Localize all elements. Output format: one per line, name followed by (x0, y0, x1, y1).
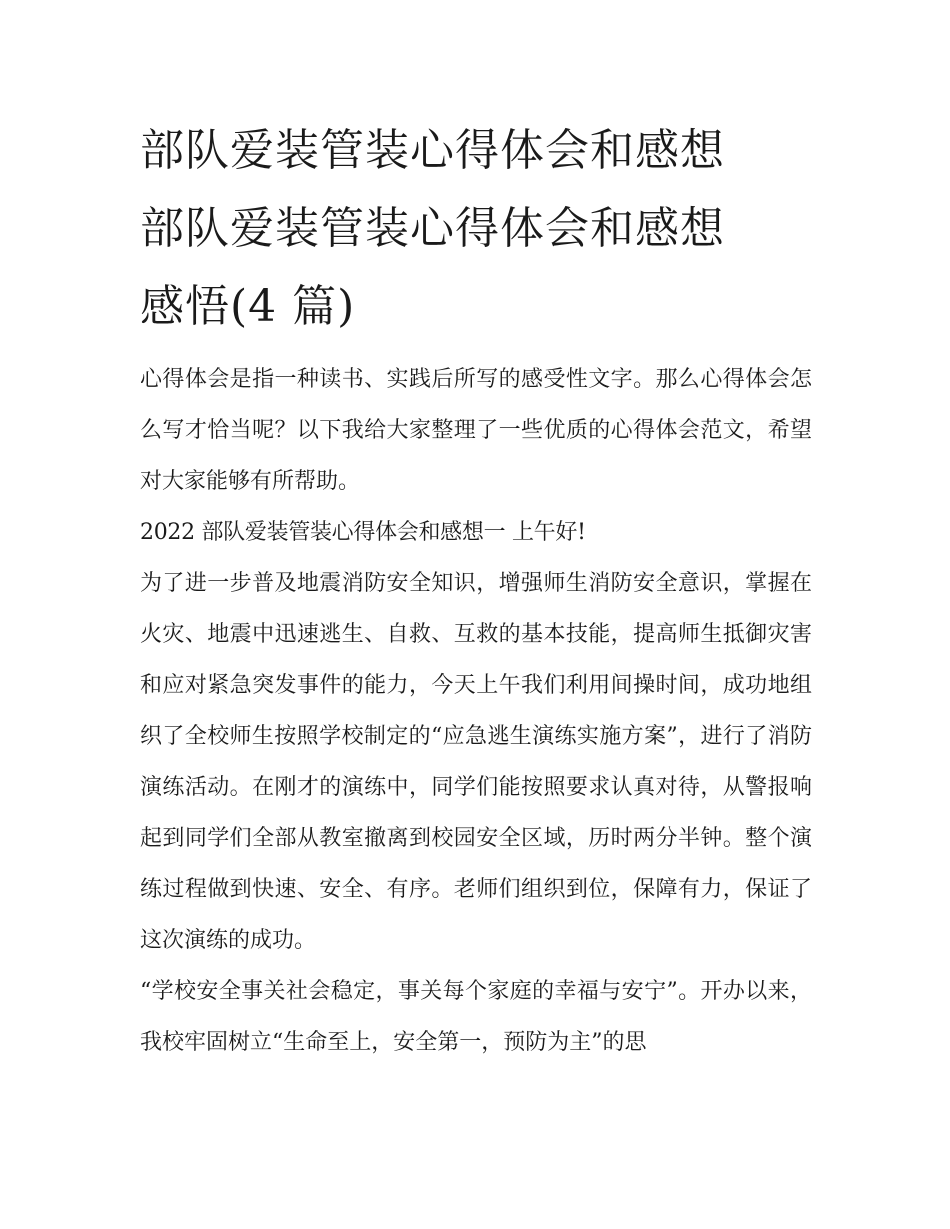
section-heading: 2022 部队爱装管装心得体会和感想一 上午好! (140, 520, 586, 545)
intro-paragraph: 心得体会是指一种读书、实践后所写的感受性文字。那么心得体会怎么写才恰当呢？以下我给大家整理了一些优质的心得体会范文，希望对大家能够有所帮助。 (140, 367, 812, 494)
document-page (140, 112, 812, 1068)
body-paragraph-1: 为了进一步普及地震消防安全知识，增强师生消防安全意识，掌握在火灾、地震中迅速逃生、自救、互救的基本技能，提高师生抵御灾害和应对紧急突发事件的能力，今天上午我们利用间操时间，成功地组织了全校师生按照学校制定的“应急逃生演练实施方案”，进行了消防演练活动。在刚才的演练中，同学们能按照要求认真对待，从警报响起到同学们全部从教室撤离到校园安全区域，历时两分半钟。整个演练过程做到快速、安全、有序。老师们组织到位，保障有力，保证了这次演练的成功。 (140, 571, 812, 953)
document-title (140, 112, 812, 346)
title-line-3: 感悟(4 篇) (140, 281, 356, 332)
title-line-2: 部队爱装管装心得体会和感想 (140, 203, 725, 254)
title-line-1: 部队爱装管装心得体会和感想 (140, 125, 725, 176)
body-paragraph-2: “学校安全事关社会稳定，事关每个家庭的幸福与安宁”。开办以来，我校牢固树立“生命至上，安全第一，预防为主”的思 (140, 979, 812, 1055)
